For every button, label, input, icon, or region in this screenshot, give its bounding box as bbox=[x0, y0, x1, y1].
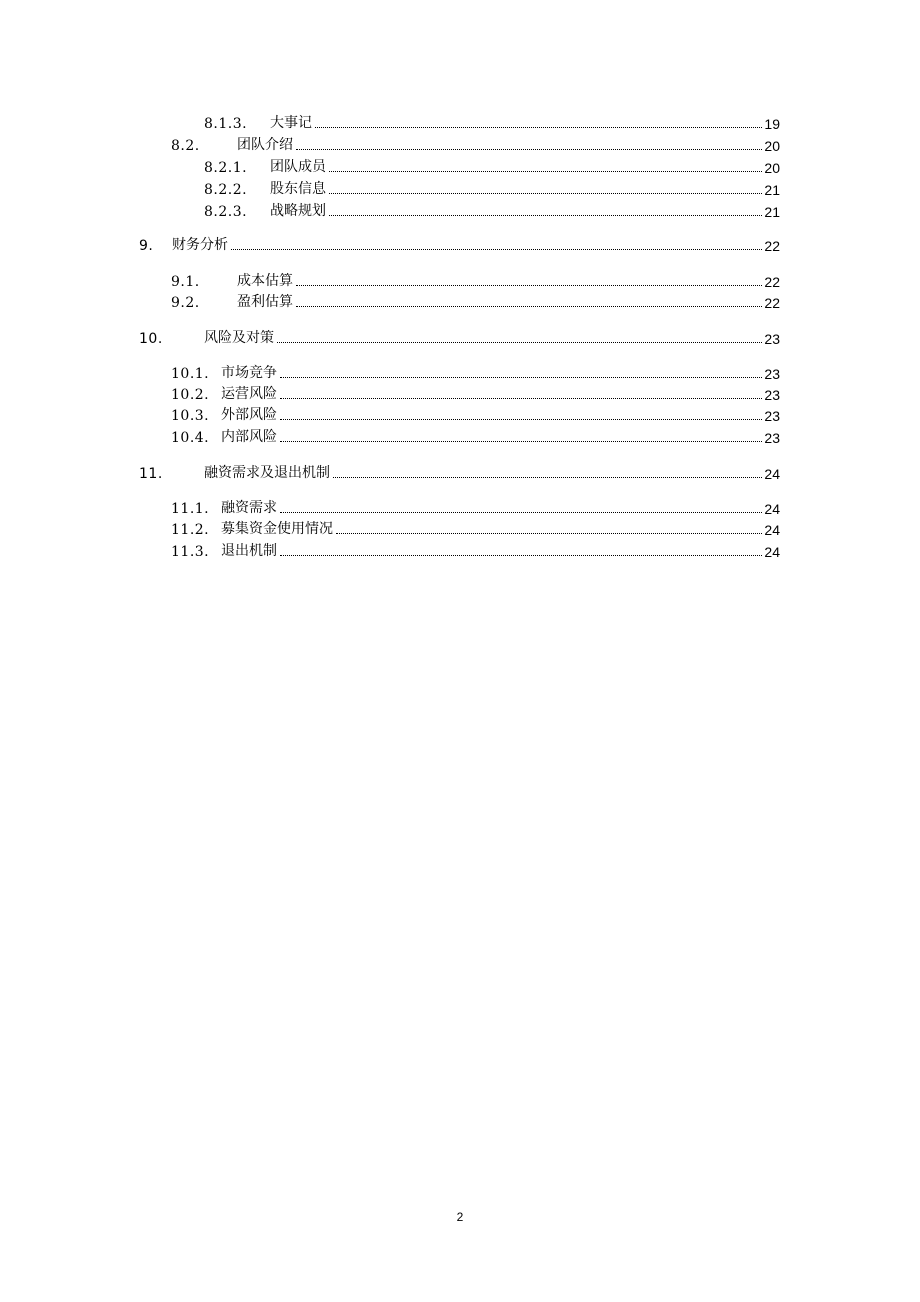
toc-entry-page: 24 bbox=[764, 466, 780, 482]
toc-entry-number: 8.2.1. bbox=[204, 160, 248, 176]
toc-entry-number: 8.1.3. bbox=[204, 116, 248, 132]
toc-entry-page: 23 bbox=[764, 366, 780, 382]
toc-entry-title: 股东信息 bbox=[270, 181, 326, 197]
toc-leader-dots bbox=[231, 249, 762, 250]
toc-entry-page: 21 bbox=[764, 182, 780, 198]
toc-entry-page: 20 bbox=[764, 160, 780, 176]
toc-entry-number: 9.1. bbox=[171, 274, 200, 290]
toc-entry-page: 24 bbox=[764, 501, 780, 517]
toc-entry-title: 团队介绍 bbox=[237, 137, 293, 153]
toc-entry-page: 23 bbox=[764, 408, 780, 424]
toc-leader-dots bbox=[280, 555, 762, 556]
toc-entry-11[interactable] bbox=[0, 462, 780, 482]
toc-entry-9-1[interactable] bbox=[0, 270, 780, 290]
toc-entry-page: 23 bbox=[764, 387, 780, 403]
toc-entry-number: 10.2. bbox=[171, 387, 210, 403]
toc-entry-number: 11.1. bbox=[171, 501, 210, 517]
toc-entry-10-3[interactable] bbox=[0, 404, 780, 424]
toc-entry-title: 融资需求 bbox=[221, 500, 277, 516]
toc-entry-number: 9.2. bbox=[171, 295, 200, 311]
toc-leader-dots bbox=[329, 193, 762, 194]
toc-entry-9-2[interactable] bbox=[0, 291, 780, 311]
toc-entry-title: 战略规划 bbox=[270, 203, 326, 219]
toc-leader-dots bbox=[277, 342, 762, 343]
toc-leader-dots bbox=[280, 398, 762, 399]
toc-entry-8-2-1[interactable] bbox=[0, 156, 780, 176]
toc-entry-number: 10.4. bbox=[171, 430, 210, 446]
toc-entry-number: 10.1. bbox=[171, 366, 210, 382]
page-number-footer: 2 bbox=[456, 1210, 464, 1224]
toc-entry-number: 10. bbox=[139, 331, 163, 347]
toc-entry-11-1[interactable] bbox=[0, 497, 780, 517]
toc-entry-number: 8.2.2. bbox=[204, 182, 248, 198]
toc-leader-dots bbox=[315, 127, 762, 128]
toc-leader-dots bbox=[333, 477, 762, 478]
toc-leader-dots bbox=[280, 377, 762, 378]
toc-entry-title: 团队成员 bbox=[270, 159, 326, 175]
toc-entry-number: 11.3. bbox=[171, 544, 210, 560]
toc-entry-title: 融资需求及退出机制 bbox=[204, 465, 330, 481]
toc-leader-dots bbox=[296, 149, 762, 150]
toc-entry-title: 成本估算 bbox=[237, 273, 293, 289]
toc-entry-title: 内部风险 bbox=[221, 429, 277, 445]
toc-leader-dots bbox=[329, 215, 762, 216]
toc-entry-number: 8.2.3. bbox=[204, 204, 248, 220]
toc-entry-page: 24 bbox=[764, 544, 780, 560]
toc-entry-page: 21 bbox=[764, 204, 780, 220]
toc-entry-page: 23 bbox=[764, 430, 780, 446]
toc-entry-8-1-3[interactable] bbox=[0, 112, 780, 132]
toc-entry-page: 20 bbox=[764, 138, 780, 154]
toc-entry-number: 8.2. bbox=[171, 138, 200, 154]
toc-entry-title: 盈利估算 bbox=[237, 294, 293, 310]
toc-leader-dots bbox=[296, 285, 762, 286]
toc-entry-title: 运营风险 bbox=[221, 386, 277, 402]
toc-entry-page: 23 bbox=[764, 331, 780, 347]
toc-leader-dots bbox=[280, 419, 762, 420]
toc-leader-dots bbox=[296, 306, 762, 307]
toc-entry-page: 22 bbox=[764, 274, 780, 290]
toc-leader-dots bbox=[280, 441, 762, 442]
toc-leader-dots bbox=[329, 171, 762, 172]
toc-entry-8-2-2[interactable] bbox=[0, 178, 780, 198]
toc-entry-11-2[interactable] bbox=[0, 518, 780, 538]
toc-entry-page: 22 bbox=[764, 238, 780, 254]
toc-entry-title: 财务分析 bbox=[172, 237, 228, 253]
toc-entry-title: 风险及对策 bbox=[204, 330, 274, 346]
toc-entry-number: 9. bbox=[139, 238, 154, 254]
toc-entry-title: 外部风险 bbox=[221, 407, 277, 423]
toc-entry-10-4[interactable] bbox=[0, 426, 780, 446]
toc-entry-10[interactable] bbox=[0, 327, 780, 347]
toc-entry-10-1[interactable] bbox=[0, 362, 780, 382]
toc-entry-page: 24 bbox=[764, 522, 780, 538]
toc-entry-number: 10.3. bbox=[171, 408, 210, 424]
toc-entry-10-2[interactable] bbox=[0, 383, 780, 403]
toc-entry-title: 退出机制 bbox=[221, 543, 277, 559]
toc-entry-page: 22 bbox=[764, 295, 780, 311]
toc-entry-number: 11. bbox=[139, 466, 163, 482]
toc-entry-8-2-3[interactable] bbox=[0, 200, 780, 220]
toc-entry-page: 19 bbox=[764, 116, 780, 132]
toc-entry-number: 11.2. bbox=[171, 522, 210, 538]
toc-entry-8-2[interactable] bbox=[0, 134, 780, 154]
toc-entry-title: 市场竞争 bbox=[221, 365, 277, 381]
toc-entry-title: 募集资金使用情况 bbox=[221, 521, 333, 537]
toc-entry-title: 大事记 bbox=[270, 115, 312, 131]
toc-entry-11-3[interactable] bbox=[0, 540, 780, 560]
toc-entry-9[interactable] bbox=[0, 234, 780, 254]
toc-leader-dots bbox=[336, 533, 762, 534]
toc-leader-dots bbox=[280, 512, 762, 513]
